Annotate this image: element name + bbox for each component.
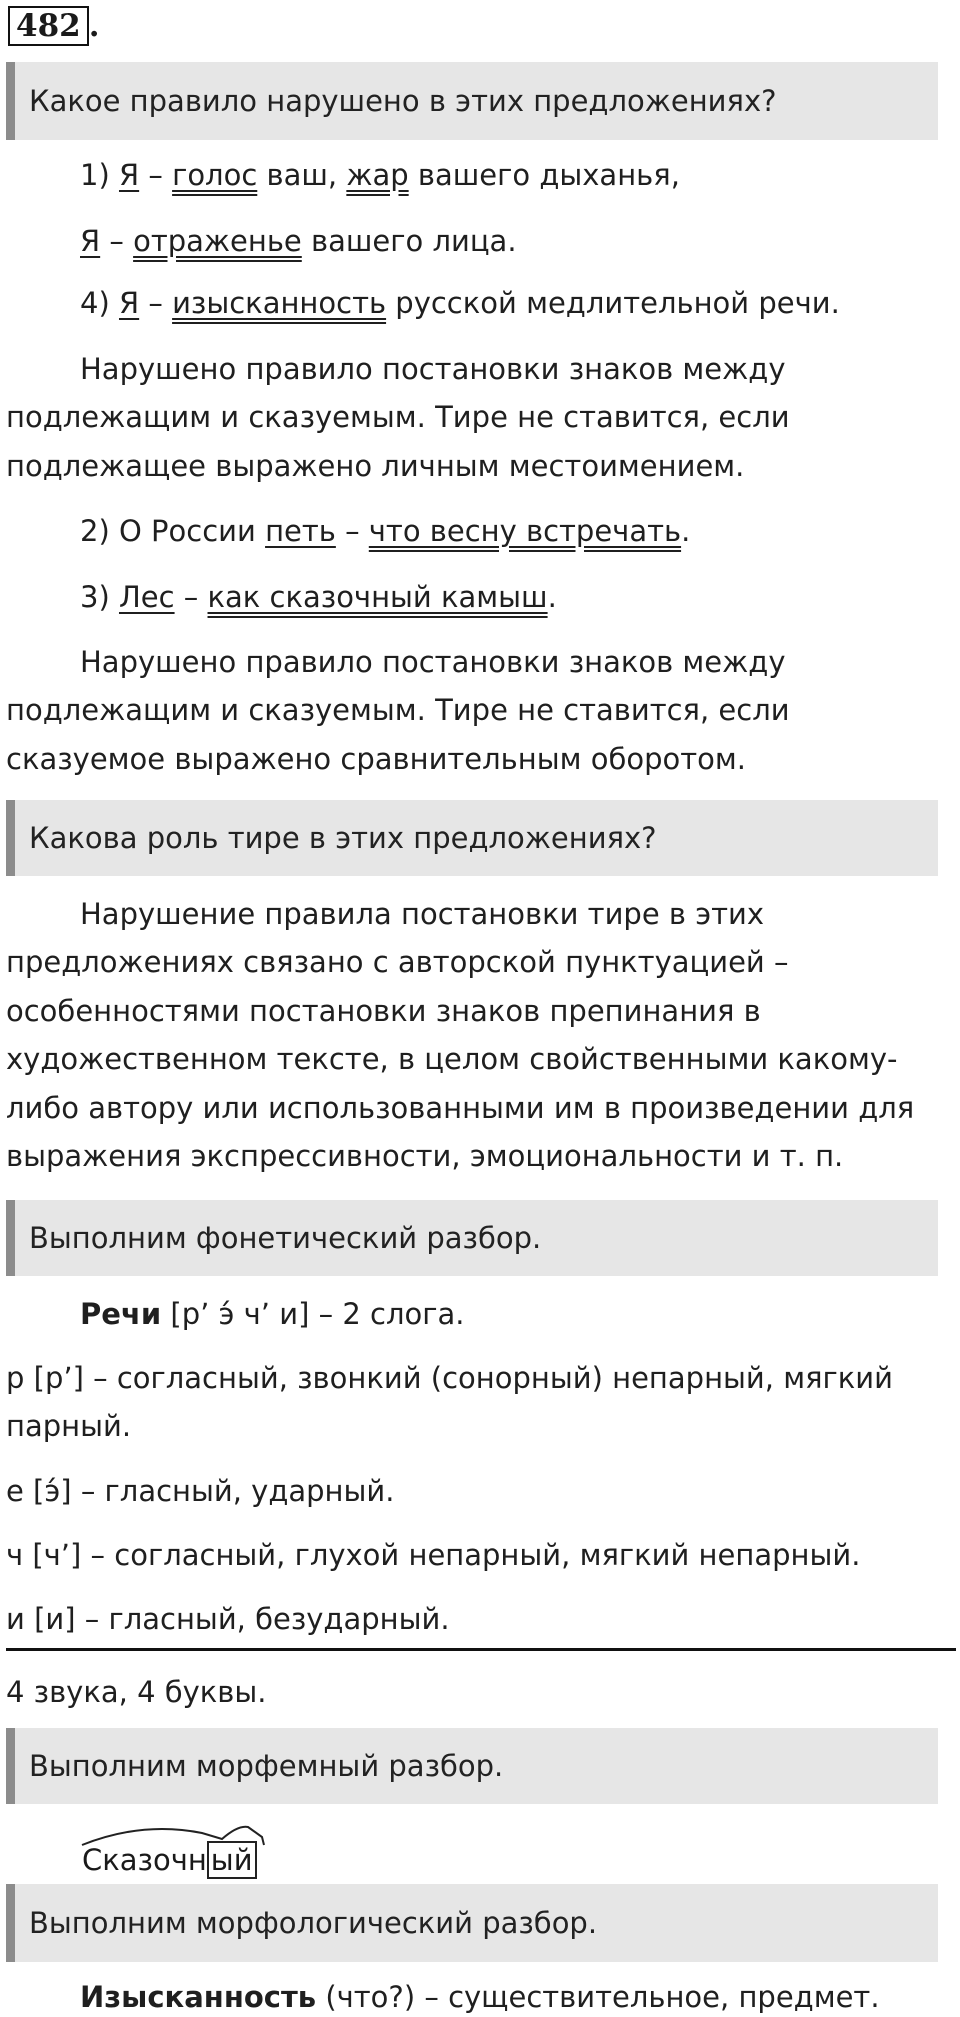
explanation-2-line-3: сказуемое выражено сравнительным оборотом. (6, 742, 746, 776)
subject: петь (265, 514, 336, 548)
sentence-1: 1) Я – голос ваш, жар вашего дыханья, (80, 158, 680, 192)
sentence-3: 3) Лес – как сказочный камыш. (80, 580, 557, 614)
phonetic-line-2: е [э́] – гласный, ударный. (6, 1474, 395, 1508)
subject: Я (80, 224, 101, 258)
explanation-3-line-6: выражения экспрессивности, эмоциональности и т. п. (6, 1139, 844, 1173)
question-rule: Какое правило нарушено в этих предложениях? (6, 62, 938, 140)
phonetic-line-1b: парный. (6, 1409, 132, 1443)
predicate: что весну встречать (368, 514, 682, 548)
explanation-2-line-1: Нарушено правило постановки знаков между (80, 645, 786, 679)
sentence-1-continuation: Я – отраженье вашего лица. (80, 224, 517, 258)
subject: Я (118, 286, 140, 320)
word-ending: ый (207, 1841, 257, 1879)
phonetic-line-3: ч [ч’] – согласный, глухой непарный, мягкий непарный. (6, 1538, 861, 1572)
morphological-word: Изысканность (что?) – существительное, предмет. (80, 1980, 880, 2014)
task-number: 482 . (8, 6, 100, 46)
explanation-1-line-1: Нарушено правило постановки знаков между (80, 352, 786, 386)
question-morphemic: Выполним морфемный разбор. (6, 1728, 938, 1804)
explanation-2-line-2: подлежащим и сказуемым. Тире не ставится, если (6, 693, 790, 727)
question-morphological: Выполним морфологический разбор. (6, 1884, 938, 1962)
phonetic-total: 4 звука, 4 буквы. (6, 1675, 267, 1709)
explanation-1-line-2: подлежащим и сказуемым. Тире не ставится, если (6, 400, 790, 434)
explanation-1-line-3: подлежащее выражено личным местоимением. (6, 449, 745, 483)
predicate: отраженье (133, 224, 302, 258)
question-phonetic: Выполним фонетический разбор. (6, 1200, 938, 1276)
explanation-3-line-5: либо автору или использованными им в произведении для (6, 1091, 915, 1125)
sentence-2: 2) О России петь – что весну встречать. (80, 514, 691, 548)
explanation-3-line-2: предложениях связано с авторской пунктуацией – (6, 945, 789, 979)
analysed-word: Изысканность (80, 1980, 317, 2014)
analysed-word: Речи (80, 1297, 162, 1331)
question-dash-role: Какова роль тире в этих предложениях? (6, 800, 938, 876)
phonetic-line-4: и [и] – гласный, безударный. (6, 1602, 450, 1636)
predicate: жар (346, 158, 409, 192)
subject: Лес (118, 580, 175, 614)
explanation-3-line-3: особенностями постановки знаков препинания в (6, 994, 761, 1028)
word-stem: Сказочн (82, 1843, 207, 1877)
predicate: голос (172, 158, 258, 192)
morpheme-diagram (80, 1815, 340, 1891)
explanation-3-line-4: художественном тексте, в целом свойственными какому- (6, 1042, 898, 1076)
predicate: как сказочный камыш (207, 580, 548, 614)
phonetic-line-1: р [р’] – согласный, звонкий (сонорный) непарный, мягкий (6, 1361, 893, 1395)
sentence-4: 4) Я – изысканность русской медлительной речи. (80, 286, 840, 320)
predicate: изысканность (172, 286, 387, 320)
divider (6, 1648, 956, 1651)
phonetic-word: Речи [р’ э́ ч’ и] – 2 слога. (80, 1297, 465, 1331)
explanation-3-line-1: Нарушение правила постановки тире в этих (80, 897, 765, 931)
task-number-box: 482 (8, 6, 89, 46)
subject: Я (118, 158, 140, 192)
